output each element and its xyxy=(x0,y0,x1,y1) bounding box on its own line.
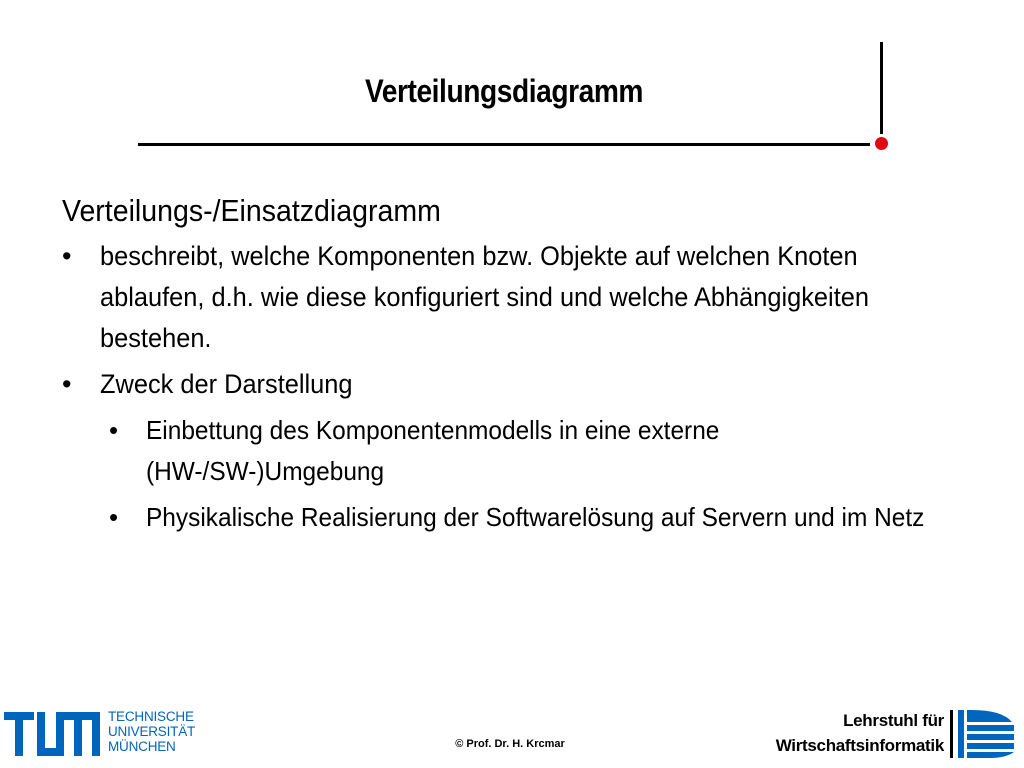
title-underline xyxy=(138,143,870,146)
chair-line: Wirtschaftsinformatik xyxy=(775,736,944,755)
content-heading: Verteilungs-/Einsatzdiagramm xyxy=(62,193,441,228)
slide-title: Verteilungsdiagramm xyxy=(364,73,644,109)
tum-line: MÜNCHEN xyxy=(108,739,176,754)
bullet-marker: • xyxy=(62,241,72,271)
sub-bullet-text: Einbettung des Komponentenmodells in eine externe (HW-/SW-)Umgebung xyxy=(146,415,720,486)
tum-line: UNIVERSITÄT xyxy=(108,724,196,739)
bullet-text: beschreibt, welche Komponenten bzw. Objekte auf welchen Knoten ablaufen, d.h. wie diese konfiguriert sind und welche Abhängigkeiten bestehen. xyxy=(100,241,869,353)
slide-content xyxy=(62,190,972,543)
bullet-marker: • xyxy=(109,415,119,445)
bullet-text: Zweck der Darstellung xyxy=(100,369,353,399)
sub-bullet-item xyxy=(109,410,972,492)
copyright-notice: © Prof. Dr. H. Krcmar xyxy=(455,738,565,750)
chair-logo-icon xyxy=(950,708,1016,760)
title-vertical-line xyxy=(880,42,883,134)
sub-bullet-text: Physikalische Realisierung der Softwarelösung auf Servern und im Netz xyxy=(146,502,925,532)
tum-university-name xyxy=(108,709,195,754)
chair-line: Lehrstuhl für xyxy=(843,711,944,730)
bullet-item xyxy=(62,364,972,405)
bullet-marker: • xyxy=(62,369,72,399)
title-red-dot xyxy=(875,137,888,150)
tum-line: TECHNISCHE xyxy=(108,709,194,724)
tum-logo-icon xyxy=(4,710,102,758)
chair-name xyxy=(776,708,944,758)
bullet-item xyxy=(62,236,972,359)
sub-bullet-item xyxy=(109,497,972,538)
bullet-marker: • xyxy=(109,502,119,532)
